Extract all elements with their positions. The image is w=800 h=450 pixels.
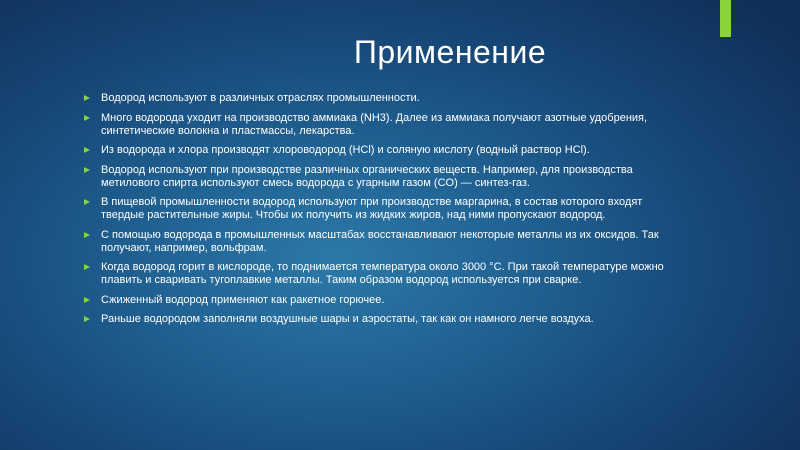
triangle-right-icon (84, 95, 90, 101)
triangle-right-icon (84, 264, 90, 270)
triangle-right-icon (84, 297, 90, 303)
list-item-text: Много водорода уходит на производство аммиака (NH3). Далее из аммиака получают азотные удобрения, синтетические волокна и пластмассы, лекарства. (101, 111, 648, 137)
list-item (84, 92, 664, 105)
list-item (84, 164, 664, 190)
list-item (84, 112, 664, 138)
triangle-right-icon (84, 115, 90, 121)
list-item (84, 229, 664, 255)
slide-title: Применение (353, 34, 547, 70)
list-item-text: В пищевой промышленности водород используют при производстве маргарина, в состав которого входят твердые растительные жиры. Чтобы их получить из жидких жиров, над ними пропускают водород. (101, 196, 643, 221)
triangle-right-icon (84, 232, 90, 238)
list-item-text: Из водорода и хлора производят хлороводород (HCl) и соляную кислоту (водный раствор HCl). (101, 144, 590, 156)
list-item-text: Раньше водородом заполняли воздушные шары и аэростаты, так как он намного легче воздуха. (101, 313, 594, 325)
list-item (84, 294, 664, 307)
list-item (84, 261, 664, 287)
triangle-right-icon (84, 167, 90, 173)
list-item-text: Когда водород горит в кислороде, то поднимается температура около 3000 °С. При такой температуре можно плавить и сваривать тугоплавкие металлы. Таким образом водород используется при сварке. (101, 261, 664, 286)
list-item (84, 144, 664, 157)
list-item-text: Сжиженный водород применяют как ракетное горючее. (101, 293, 385, 306)
list-item (84, 313, 664, 326)
list-item-text: Водород используют в различных отраслях промышленности. (101, 92, 420, 104)
bullet-list (84, 92, 664, 333)
list-item-text: С помощью водорода в промышленных масштабах восстанавливают некоторые металлы из их оксидов. Так получают, например, вольфрам. (101, 228, 659, 254)
triangle-right-icon (84, 147, 90, 153)
triangle-right-icon (84, 199, 90, 205)
triangle-right-icon (84, 316, 90, 322)
list-item-text: Водород используют при производстве различных органических веществ. Например, для производства метилового спирта используют смесь водорода с угарным газом (CO) — синтез-газ. (101, 163, 633, 189)
list-item (84, 196, 664, 222)
